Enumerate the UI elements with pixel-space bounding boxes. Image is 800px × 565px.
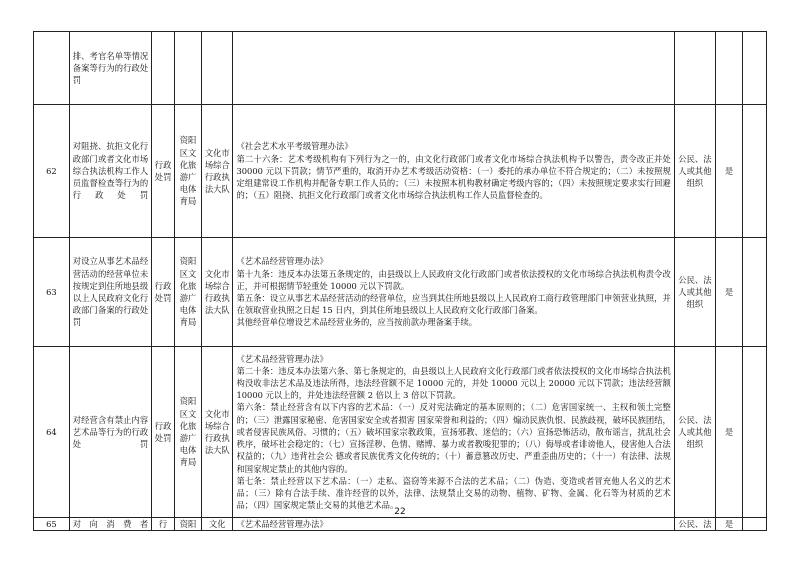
basis-text: 第七条：禁止经营以下艺术品：（一）走私、盗窃等来源不合法的艺术品；（二）伪造、变造或者冒充他人名义的艺术品；（三）除有合法手续、准许经营的以外，法律、法规禁止交易的动物、植物、矿物、金属、化石等为材质的艺术品；（四）国家规定禁止交易的其他艺术品。 [236, 475, 671, 511]
target-party: 公民、法人或其他组织 [674, 105, 715, 238]
target-party: 公民、法人或其他组织 [674, 238, 715, 347]
legal-basis [233, 105, 674, 238]
basis-text: 第五条：设立从事艺术品经营活动的经营单位，应当到其住所地县级以上人民政府工商行政管理部门申领营业执照，并在领取营业执照之日起 15 日内，到其住所地县级以上人民政府文化行政部门备案。 [236, 293, 671, 316]
row-number: 64 [34, 347, 70, 518]
target-party: 公民、法人或其他组织 [674, 347, 715, 518]
confirmed-flag: 是 [716, 518, 743, 531]
department [174, 32, 201, 105]
legal-basis [233, 347, 674, 518]
department: 资阳区文化旅游广电体育局 [174, 238, 201, 347]
power-type: 行政处罚 [152, 105, 175, 238]
department: 资阳区文化旅游广电体育局 [174, 105, 201, 238]
legal-basis [233, 32, 674, 105]
item-name: 对阻挠、抗拒文化行政部门或者文化市场综合执法机构工作人员监督检查等行为的行政处罚 [69, 105, 151, 238]
page-number: 22 [394, 507, 406, 517]
item-name: 对经营含有禁止内容艺术品等行为的行政处罚 [69, 347, 151, 518]
table-row [34, 32, 767, 105]
power-type: 行政处罚 [152, 238, 175, 347]
remarks [743, 238, 767, 347]
row-number: 65 [34, 518, 70, 531]
basis-text: 其他经营单位增设艺术品经营业务的，应当按前款办理备案手续。 [236, 317, 478, 328]
item-name: 对设立从事艺术品经营活动的经营单位未按规定到住所地县级以上人民政府文化行政部门备案的行政处罚 [69, 238, 151, 347]
row-number: 63 [34, 238, 70, 347]
department: 资阳区文化旅游广电体育局 [174, 347, 201, 518]
power-type: 行政处罚 [152, 347, 175, 518]
department: 资阳 [174, 518, 201, 531]
basis-title: 《艺术品经营管理办法》 [236, 353, 328, 364]
target-party: 公民、法 [674, 518, 715, 531]
enforcement-body [202, 32, 233, 105]
basis-text: 第六条：禁止经营含有以下内容的艺术品：（一）反对宪法确定的基本原则的；（二）危害国家统一、主权和领土完整的；（三）泄露国家秘密、危害国家安全或者损害 国家荣誉和利益的；（四）煽动民族仇恨、民族歧视，破坏民族团结，或者侵害民族风俗、习惯的；（五）破坏国家宗教政策，宣扬邪教、迷信的；（六）宣扬恐怖活动，散布谣言，扰乱社会秩序，破坏社会稳定的；（七）宣扬淫秽、色情、赌博、暴力或者教唆犯罪的；（八）侮辱或者诽谤他人，侵害他人合法权益的；（九）违背社会公 德或者民族优秀文化传统的；（十）蓄意篡改历史、严重歪曲历史的；（十一）有法律、法规和国家规定禁止的其他内容的。 [236, 402, 671, 474]
legal-basis [233, 238, 674, 347]
legal-basis [233, 518, 674, 531]
basis-text: 第二十六条：艺术考级机构有下列行为之一的，由文化行政部门或者文化市场综合执法机构予以警告，责令改正并处 30000 元以下罚款；情节严重的，取消开办艺术考级活动资格：（一）委托的承办单位不符合规定的；（二）未按照规定组建常设工作机构并配备专职工作人员的；（三）未按照本机构教材确定考级内容的；（四）未按照规定要求实行回避的；（五）阻挠、抗拒文化行政部门或者文化市场综合执法机构工作人员监督检查的。 [236, 153, 671, 201]
row-number: 62 [34, 105, 70, 238]
remarks [743, 32, 767, 105]
confirmed-flag [716, 32, 743, 105]
confirmed-flag: 是 [716, 105, 743, 238]
penalty-table [33, 31, 767, 531]
remarks [743, 518, 767, 531]
confirmed-flag: 是 [716, 347, 743, 518]
target-party [674, 32, 715, 105]
basis-text: 第十九条：违反本办法第五条规定的，由县级以上人民政府文化行政部门或者依法授权的文化市场综合执法机构责令改正，并可根据情节轻重处 10000 元以下罚款。 [236, 268, 671, 291]
item-name: 对向消费者 [69, 518, 151, 531]
basis-title: 《艺术品经营管理办法》 [236, 256, 328, 267]
row-number [34, 32, 70, 105]
basis-title: 《社会艺术水平考级管理办法》 [236, 141, 353, 152]
remarks [743, 105, 767, 238]
confirmed-flag: 是 [716, 238, 743, 347]
enforcement-body: 文化市场综合行政执法大队 [202, 238, 233, 347]
power-type [152, 32, 175, 105]
power-type: 行 [152, 518, 175, 531]
enforcement-body: 文化 [202, 518, 233, 531]
enforcement-body: 文化市场综合行政执法大队 [202, 347, 233, 518]
table-row [34, 105, 767, 238]
table-row [34, 238, 767, 347]
enforcement-body: 文化市场综合行政执法大队 [202, 105, 233, 238]
table-row [34, 347, 767, 518]
remarks [743, 347, 767, 518]
item-name: 排、考官名单等情况备案等行为的行政处罚 [69, 32, 151, 105]
table-row [34, 518, 767, 531]
basis-title: 《艺术品经营管理办法》 [236, 519, 328, 529]
basis-text: 第二十条：违反本办法第六条、第七条规定的，由县级以上人民政府文化行政部门或者依法授权的文化市场综合执法机构没收非法艺术品及违法所得，违法经营额不足 10000 元的，并处 10000 元以上 20000 元以下罚款；违法经营额 10000 元以上的，并处违法经营额 2 倍以上 3 倍以下罚款。 [236, 365, 671, 401]
